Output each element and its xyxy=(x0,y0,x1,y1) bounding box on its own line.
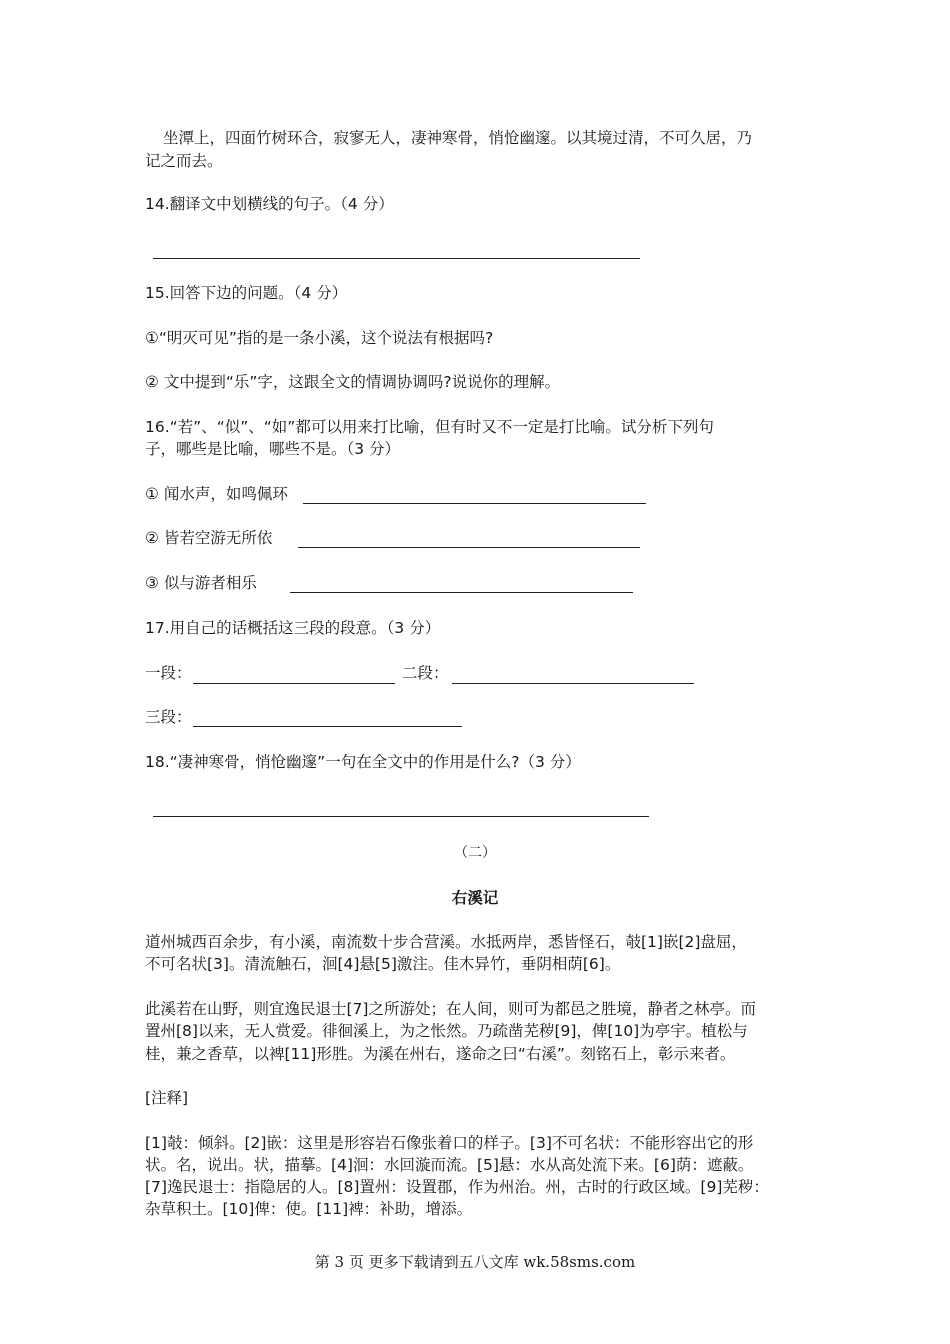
answer-line-17-1[interactable] xyxy=(193,683,395,684)
question-16-item1: ① 闻水声，如鸣佩环 xyxy=(145,485,288,503)
note-line: [1]攲：倾斜。[2]嵌：这里是形容岩石像张着口的样子。[3]不可名状：不能形容出它的形 xyxy=(145,1134,754,1152)
passage-line: 记之而去。 xyxy=(145,152,223,170)
essay-title: 右溪记 xyxy=(451,889,499,907)
question-16-cont: 子，哪些是比喻，哪些不是。（3 分） xyxy=(145,440,401,458)
question-18: 18.“凄神寒骨，悄怆幽邃”一句在全文中的作用是什么?（3 分） xyxy=(145,753,581,771)
question-15-sub2: ② 文中提到“乐”字，这跟全文的情调协调吗?说说你的理解。 xyxy=(145,373,561,391)
question-15: 15.回答下边的问题。（4 分） xyxy=(145,284,348,302)
answer-line-18[interactable] xyxy=(153,816,649,817)
question-16-item2: ② 皆若空游无所依 xyxy=(145,529,273,547)
page-footer: 第 3 页 更多下载请到五八文库 wk.58sms.com xyxy=(314,1253,636,1271)
question-16: 16.“若”、“似”、“如”都可以用来打比喻，但有时又不一定是打比喻。试分析下列句 xyxy=(145,418,714,436)
answer-line-17-3[interactable] xyxy=(193,726,462,727)
answer-line-16-1[interactable] xyxy=(303,503,646,504)
note-line: [7]逸民退士：指隐居的人。[8]置州：设置郡，作为州治。州，古时的行政区域。[9]芜秽： xyxy=(145,1178,769,1196)
question-16-item3: ③ 似与游者相乐 xyxy=(145,574,257,592)
question-17-label2: 二段： xyxy=(402,664,449,682)
section-heading: （二） xyxy=(454,845,496,861)
answer-line-14[interactable] xyxy=(153,258,640,259)
question-17-label1: 一段： xyxy=(145,664,192,682)
question-14: 14.翻译文中划横线的句子。（4 分） xyxy=(145,195,394,213)
note-line: 状。名，说出。状，描摹。[4]洄：水回漩而流。[5]悬：水从高处流下来。[6]荫：遮蔽。 xyxy=(145,1156,754,1174)
note-line: 杂草积土。[10]俾：使。[11]裨：补助，增添。 xyxy=(145,1200,473,1218)
question-15-sub1: ①“明灭可见”指的是一条小溪，这个说法有根据吗? xyxy=(145,329,494,347)
question-17-label3: 三段： xyxy=(145,708,192,726)
essay-line: 桂，兼之香草，以裨[11]形胜。为溪在州右，遂命之曰“右溪”。刻铭石上，彰示来者。 xyxy=(145,1045,736,1063)
answer-line-17-2[interactable] xyxy=(452,683,694,684)
answer-line-16-2[interactable] xyxy=(298,547,640,548)
answer-line-16-3[interactable] xyxy=(290,592,633,593)
essay-line: 道州城西百余步，有小溪，南流数十步合营溪。水抵两岸，悉皆怪石，攲[1]嵌[2]盘屈， xyxy=(145,933,747,951)
question-17: 17.用自己的话概括这三段的段意。（3 分） xyxy=(145,619,441,637)
essay-line: 置州[8]以来，无人赏爱。徘徊溪上，为之怅然。乃疏凿芜秽[9]，俾[10]为亭宇。植松与 xyxy=(145,1022,748,1040)
essay-line: 不可名状[3]。清流触石，洄[4]悬[5]激注。佳木异竹，垂阴相荫[6]。 xyxy=(145,955,621,973)
passage-line: 坐潭上，四面竹树环合，寂寥无人，凄神寒骨，悄怆幽邃。以其境过清，不可久居，乃 xyxy=(163,129,753,147)
essay-line: 此溪若在山野，则宜逸民退士[7]之所游处；在人间，则可为都邑之胜境，静者之林亭。而 xyxy=(145,1000,756,1018)
notes-label: [注释] xyxy=(145,1089,189,1107)
